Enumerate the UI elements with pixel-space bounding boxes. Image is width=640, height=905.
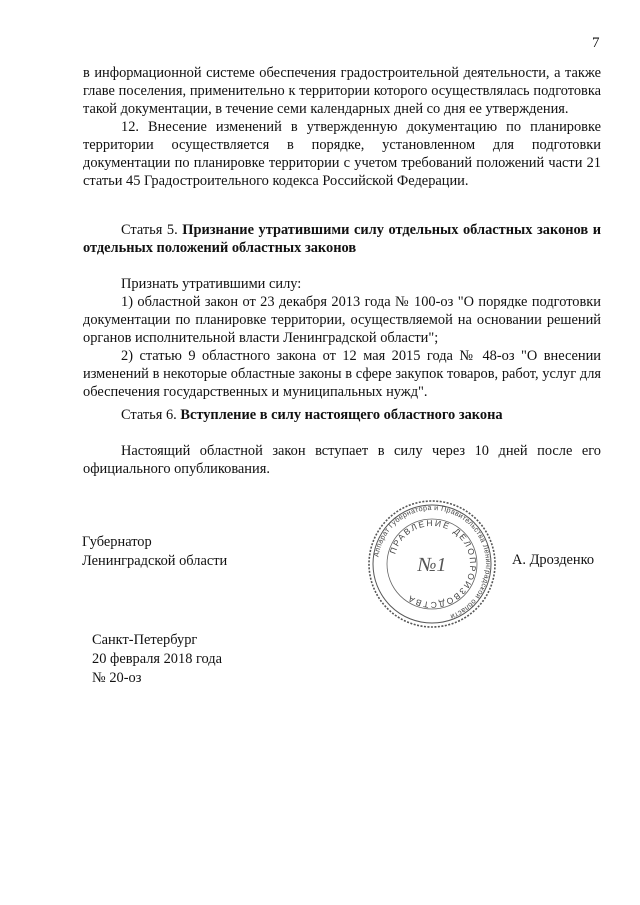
article-5-title: Признание утратившими силу отдельных областных законов и отдельных положений областных законов [83, 222, 601, 256]
signing-date: 20 февраля 2018 года [92, 651, 223, 667]
page-number: 7 [592, 35, 600, 51]
signatory-name: А. Дрозденко [512, 552, 595, 568]
article-6-title: Вступление в силу настоящего областного закона [180, 407, 503, 423]
article-5-item-1: 1) областной закон от 23 декабря 2013 года № 100-оз "О порядке подготовки документации по планировке территории, осуществляемой на основании решений органов исполнительной власти Ленинградской области"; [83, 294, 601, 346]
document-body-top [83, 64, 601, 190]
paragraph-distribution: в информационной системе обеспечения градостроительной деятельности, а также главе поселения, применительно к территории которого осуществлялась подготовка такой документации, в течение семи календарных дней со дня ее утверждения. [83, 65, 601, 117]
article-5-intro: Признать утратившими силу: [121, 276, 302, 292]
place-and-date-block [92, 631, 222, 688]
article-6 [83, 406, 601, 478]
stamp-inner-text: ПРАВЛЕНИЕ ДЕЛОПРОИЗВОДСТВА [387, 517, 479, 611]
article-5-item-2: 2) статью 9 областного закона от 12 мая 2015 года № 48-оз "О внесении изменений в некоторые областные законы в сфере закупок товаров, работ, услуг для обеспечения государственных и муниципальных нужд". [83, 348, 601, 400]
article-6-text: Настоящий областной закон вступает в силу через 10 дней после его официального опубликования. [83, 443, 601, 477]
article-6-prefix: Статья 6. [121, 407, 177, 423]
place-of-signing: Санкт-Петербург [92, 632, 198, 648]
article-6-heading [83, 406, 601, 424]
signatory-position-line-2: Ленинградской области [82, 553, 228, 569]
article-5-prefix: Статья 5. [121, 222, 178, 238]
law-number: № 20-оз [92, 670, 142, 686]
article-5 [83, 221, 601, 401]
stamp-outer-text: Аппарат Губернатора и Правительства Ленинградской области [371, 502, 494, 622]
article-5-heading [83, 221, 601, 257]
official-seal-stamp [366, 498, 498, 630]
stamp-center-number: №1 [417, 554, 447, 576]
paragraph-item-12: 12. Внесение изменений в утвержденную документацию по планировке территории осуществляется в порядке, установленном для подготовки документации по планировке территории с учетом требований положений части 21 статьи 45 Градостроительного кодекса Российской Федерации. [83, 119, 601, 189]
signatory-position [82, 533, 227, 571]
signatory-position-line-1: Губернатор [82, 534, 152, 550]
